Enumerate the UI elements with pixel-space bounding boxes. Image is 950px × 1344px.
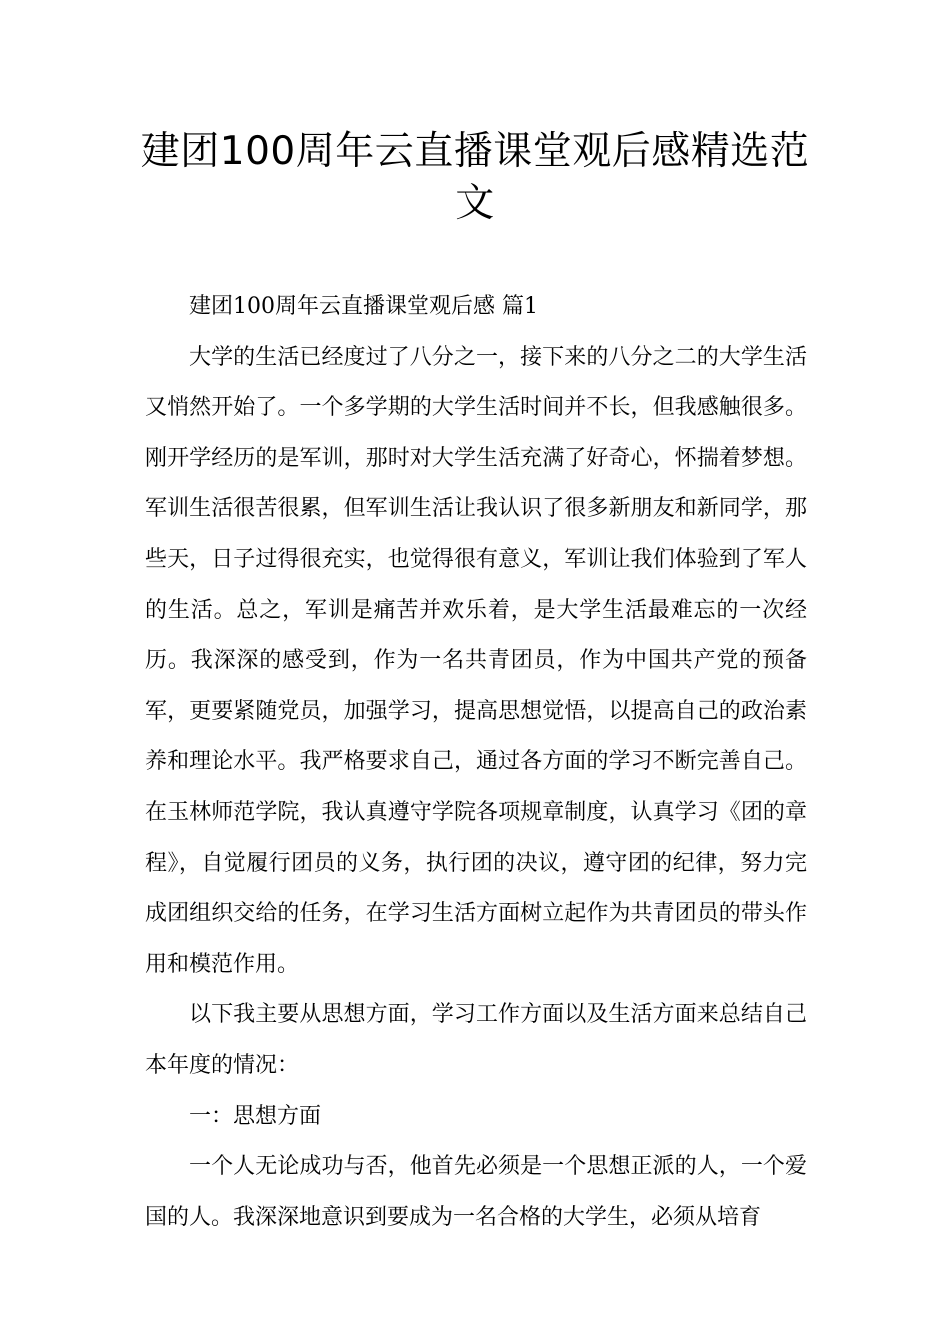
body-paragraph: 以下我主要从思想方面，学习工作方面以及生活方面来总结自己本年度的情况： <box>145 1002 807 1078</box>
body-paragraph: 一个人无论成功与否，他首先必须是一个思想正派的人，一个爱国的人。我深深地意识到要成为一名合格的大学生，必须从培育 <box>145 1154 807 1230</box>
document-title: 建团100周年云直播课堂观后感精选范文 <box>140 129 810 226</box>
section-heading-essay-1: 建团100周年云直播课堂观后感 篇1 <box>189 294 538 319</box>
subsection-heading: 一：思想方面 <box>189 1103 322 1129</box>
document-body <box>145 282 807 1243</box>
body-paragraph: 大学的生活已经度过了八分之一，接下来的八分之二的大学生活又悄然开始了。一个多学期的大学生活时间并不长，但我感触很多。刚开学经历的是军训，那时对大学生活充满了好奇心，怀揣着梦想。军训生活很苦很累，但军训生活让我认识了很多新朋友和新同学，那些天，日子过得很充实，也觉得很有意义，军训让我们体验到了军人的生活。总之，军训是痛苦并欢乐着，是大学生活最难忘的一次经历。我深深的感受到，作为一名共青团员，作为中国共产党的预备军，更要紧随党员，加强学习，提高思想觉悟，以提高自己的政治素养和理论水平。我严格要求自己，通过各方面的学习不断完善自己。在玉林师范学院，我认真遵守学院各项规章制度，认真学习《团的章程》，自觉履行团员的义务，执行团的决议，遵守团的纪律，努力完成团组织交给的任务，在学习生活方面树立起作为共青团员的带头作用和模范作用。 <box>145 344 807 977</box>
